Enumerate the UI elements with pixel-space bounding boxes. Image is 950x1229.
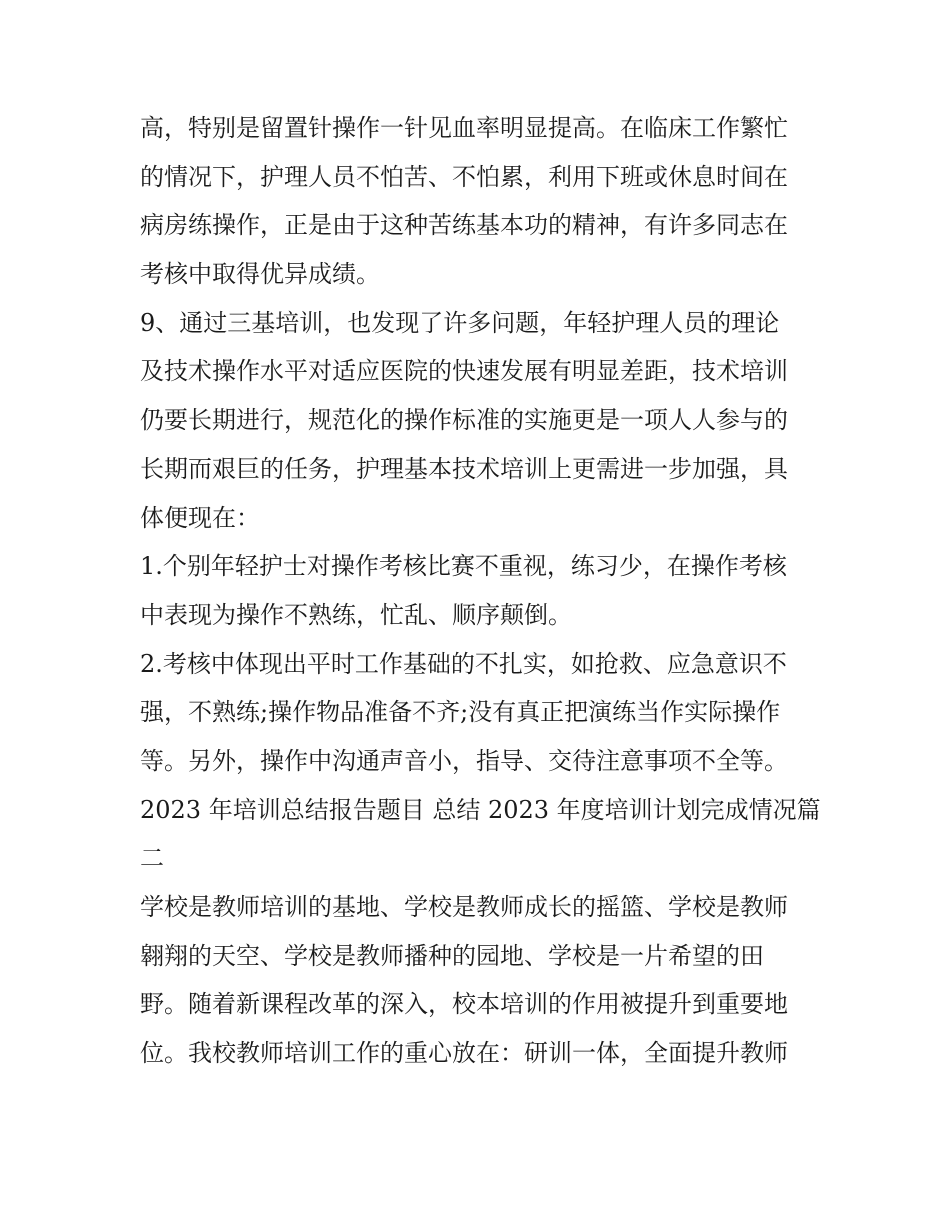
text-line: 强，不熟练;操作物品准备不齐;没有真正把演练当作实际操作 [140,698,781,727]
text-line: 野。随着新课程改革的深入，校本培训的作用被提升到重要地 [140,990,788,1019]
text-line: 1.个别年轻护士对操作考核比赛不重视，练习少，在操作考核 [140,552,787,581]
text-line: 位。我校教师培训工作的重心放在：研训一体，全面提升教师 [140,1039,788,1068]
text-line: 高，特别是留置针操作一针见血率明显提高。在临床工作繁忙 [140,114,788,142]
text-line: 中表现为操作不熟练，忙乱、顺序颠倒。 [140,600,572,629]
text-line: 体便现在： [140,503,260,532]
document-body [140,104,820,1078]
heading-line: 2023 年培训总结报告题目 总结 2023 年度培训计划完成情况篇 [140,795,821,824]
text-line: 考核中取得优异成绩。 [140,260,380,289]
text-line: 长期而艰巨的任务，护理基本技术培训上更需进一步加强，具 [140,454,788,483]
text-line: 9、通过三基培训，也发现了许多问题，年轻护理人员的理论 [140,308,780,337]
text-line: 2.考核中体现出平时工作基础的不扎实，如抢救、应急意识不 [140,649,787,678]
heading-line: 二 [140,844,164,873]
text-line: 病房练操作，正是由于这种苦练基本功的精神，有许多同志在 [140,211,788,240]
text-line: 学校是教师培训的基地、学校是教师成长的摇篮、学校是教师 [140,893,788,921]
text-line: 的情况下，护理人员不怕苦、不怕累，利用下班或休息时间在 [140,162,788,191]
text-line: 仍要长期进行，规范化的操作标准的实施更是一项人人参与的 [140,406,788,435]
text-line: 等。另外，操作中沟通声音小，指导、交待注意事项不全等。 [140,746,788,775]
text-line: 及技术操作水平对适应医院的快速发展有明显差距，技术培训 [140,357,788,386]
text-line: 翱翔的天空、学校是教师播种的园地、学校是一片希望的田 [140,941,764,970]
